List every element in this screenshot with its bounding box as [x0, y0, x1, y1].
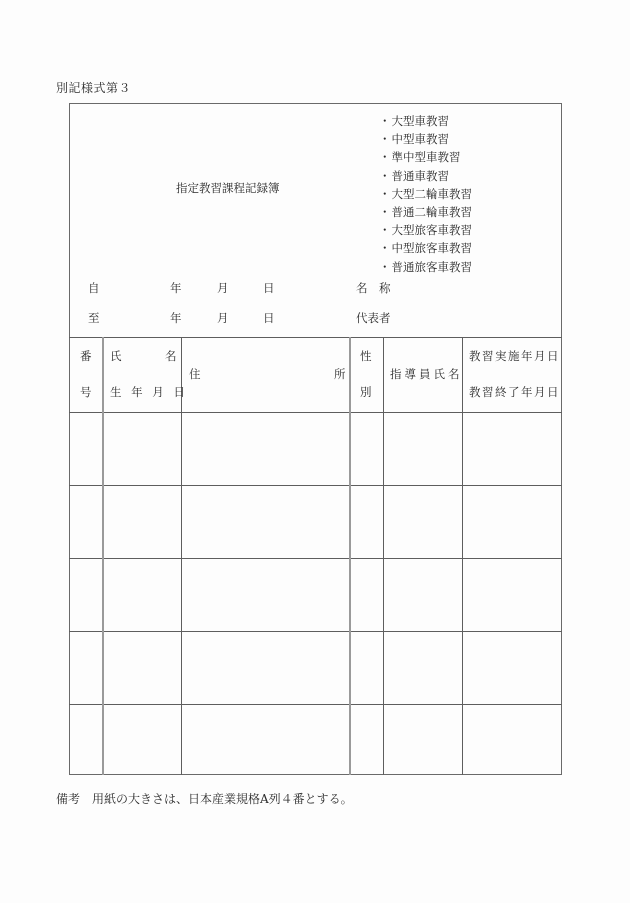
course-item: ・ 中型車教習 [379, 130, 472, 148]
table-row [70, 559, 561, 631]
table-row [70, 632, 561, 704]
header-start-date: 教習実施年月日 [469, 349, 560, 363]
period-to-month-label: 月 [217, 311, 229, 325]
period-from-year-label: 年 [170, 281, 182, 295]
header-address-right: 所 [334, 367, 346, 381]
header-gender-top: 性 [360, 349, 372, 363]
header-number-top: 番 [80, 349, 92, 363]
header-birthdate: 生 年 月 日 [110, 385, 188, 399]
header-end-date: 教習終了年月日 [469, 385, 560, 399]
period-to-day-label: 日 [263, 311, 275, 325]
period-from-day-label: 日 [263, 281, 275, 295]
header-instructor: 指導員氏名 [390, 367, 463, 381]
table-top-border [69, 337, 562, 338]
representative-label: 代表者 [356, 311, 391, 325]
remarks-note: 備考 用紙の大きさは、日本産業規格A列４番とする。 [56, 792, 353, 806]
header-address-left: 住 [189, 367, 201, 381]
period-to-year-label: 年 [170, 311, 182, 325]
table-row [70, 486, 561, 558]
course-list [379, 112, 472, 276]
course-item: ・ 普通車教習 [379, 167, 472, 185]
course-item: ・ 大型二輪車教習 [379, 185, 472, 203]
header-number-bottom: 号 [80, 385, 92, 399]
school-name-label: 名 称 [356, 281, 391, 295]
header-name-left: 氏 [110, 349, 122, 363]
header-name-right: 名 [165, 349, 177, 363]
period-from-label: 自 [88, 281, 100, 295]
course-item: ・ 大型旅客車教習 [379, 221, 472, 239]
course-item: ・ 普通旅客車教習 [379, 258, 472, 276]
table-row [70, 705, 561, 774]
course-item: ・ 準中型車教習 [379, 148, 472, 166]
header-gender-bottom: 別 [360, 385, 372, 399]
document-title: 指定教習課程記録簿 [176, 181, 280, 195]
course-item: ・ 大型車教習 [379, 112, 472, 130]
table-row [70, 413, 561, 485]
course-item: ・ 中型旅客車教習 [379, 239, 472, 257]
period-to-label: 至 [88, 311, 100, 325]
form-number-label: 別記様式第３ [56, 81, 132, 95]
course-item: ・ 普通二輪車教習 [379, 203, 472, 221]
period-from-month-label: 月 [217, 281, 229, 295]
